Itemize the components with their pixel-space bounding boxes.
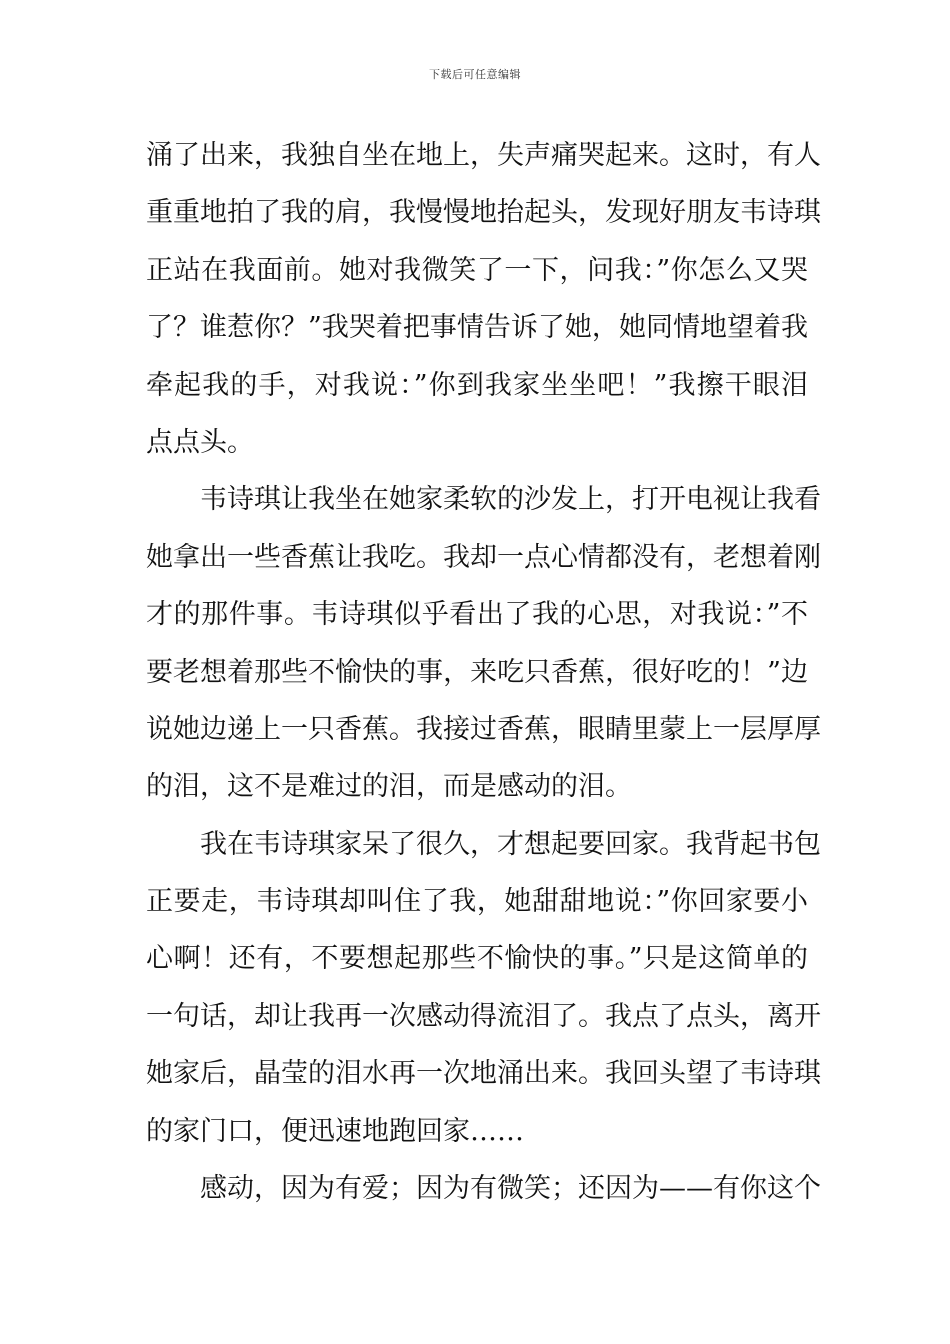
text-line (146, 873, 808, 930)
text-line (146, 816, 821, 873)
page-header: 下载后可任意编辑 (429, 68, 521, 81)
text-line (146, 1160, 821, 1217)
text-line (146, 644, 808, 701)
text-line (146, 357, 808, 414)
text-line (146, 242, 808, 299)
line-text: 涌了出来，我独自坐在地上，失声痛哭起来。这时，有人 (146, 140, 821, 171)
text-line (146, 127, 821, 184)
text-line (146, 758, 808, 815)
line-text: 韦诗琪让我坐在她家柔软的沙发上，打开电视让我看 (200, 484, 821, 516)
text-line (146, 1103, 808, 1160)
line-text: 正站在我面前。她对我微笑了一下，问我：”你怎么又哭 (146, 254, 808, 286)
line-text: 心啊！还有，不要想起那些不愉快的事。”只是这简单的 (146, 943, 808, 975)
line-text: 感动，因为有爱；因为有微笑；还因为——有你这个 (200, 1173, 821, 1205)
line-text: 了？谁惹你？”我哭着把事情告诉了她，她同情地望着我 (146, 312, 808, 344)
line-text: 点点头。 (146, 426, 254, 458)
text-line (146, 1045, 821, 1102)
text-line (146, 471, 821, 528)
line-text: 的家门口，便迅速地跑回家…… (146, 1115, 524, 1147)
text-line (146, 299, 808, 356)
line-text: 要老想着那些不愉快的事，来吃只香蕉，很好吃的！”边 (146, 656, 808, 688)
line-text: 重重地拍了我的肩，我慢慢地抬起头，发现好朋友韦诗琪 (146, 197, 821, 229)
text-line (146, 586, 808, 643)
text-line (146, 701, 821, 758)
text-line (146, 184, 821, 241)
line-text: 才的那件事。韦诗琪似乎看出了我的心思，对我说：”不 (146, 599, 808, 631)
line-text: 她家后，晶莹的泪水再一次地涌出来。我回头望了韦诗琪 (146, 1058, 821, 1090)
text-line (146, 988, 821, 1045)
line-text: 的泪，这不是难过的泪，而是感动的泪。 (146, 771, 632, 803)
line-text: 我在韦诗琪家呆了很久，才想起要回家。我背起书包 (200, 828, 821, 860)
line-text: 一句话，却让我再一次感动得流泪了。我点了点头，离开 (146, 1000, 821, 1032)
text-line (146, 930, 808, 987)
document-body (146, 127, 821, 1217)
text-line (146, 414, 808, 471)
line-text: 说她边递上一只香蕉。我接过香蕉，眼睛里蒙上一层厚厚 (146, 713, 821, 745)
line-text: 她拿出一些香蕉让我吃。我却一点心情都没有，老想着刚 (146, 541, 821, 573)
line-text: 牵起我的手，对我说：”你到我家坐坐吧！”我擦干眼泪 (146, 369, 808, 401)
line-text: 正要走，韦诗琪却叫住了我，她甜甜地说：”你回家要小 (146, 886, 808, 918)
text-line (146, 529, 821, 586)
